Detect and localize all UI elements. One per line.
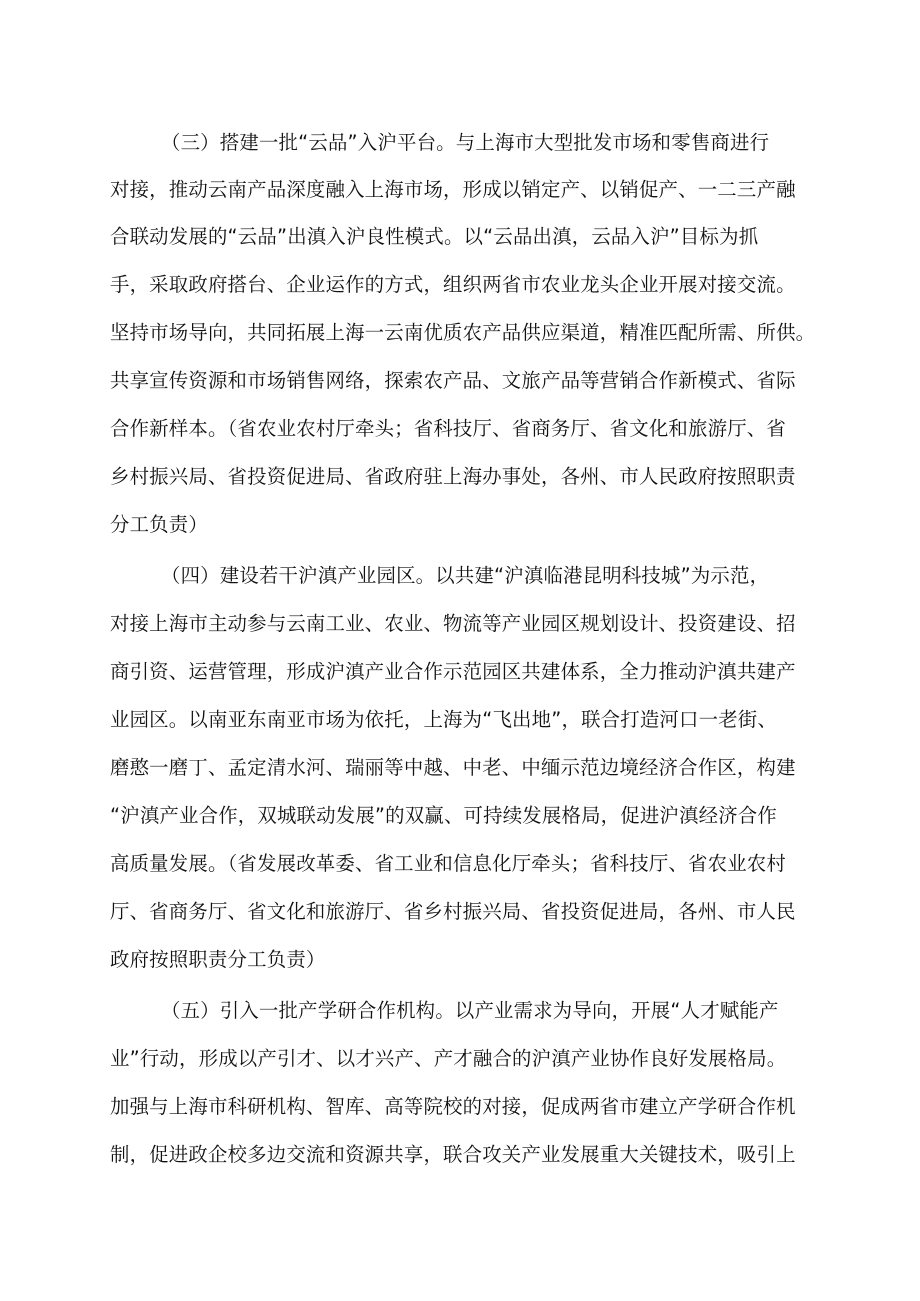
paragraph-5-line-3: 加强与上海市科研机构、智库、高等院校的对接，促成两省市建立产学研合作机	[110, 1095, 796, 1118]
paragraph-4-line-6: “沪滇产业合作，双城联动发展”的双赢、可持续发展格局，促进沪滇经济合作	[110, 804, 777, 827]
paragraph-3-line-2: 对接，推动云南产品深度融入上海市场，形成以销定产、以销促产、一二三产融	[110, 178, 796, 201]
paragraph-3-line-1: （三）搭建一批“云品”入沪平台。与上海市大型批发市场和零售商进行	[161, 131, 770, 154]
paragraph-4-line-4: 业园区。以南亚东南亚市场为依托，上海为“飞出地”，联合打造河口一老街、	[110, 708, 777, 731]
paragraph-5-line-2: 业”行动，形成以产引才、以才兴产、产才融合的沪滇产业协作良好发展格局。	[110, 1047, 787, 1070]
paragraph-5-line-4: 制，促进政企校多边交流和资源共享，联合攻关产业发展重大关键技术，吸引上	[110, 1143, 796, 1166]
paragraph-3-line-5: 坚持市场导向，共同拓展上海一云南优质农产品供应渠道，精准匹配所需、所供。	[110, 321, 816, 344]
paragraph-4-line-9: 政府按照职责分工负责）	[110, 948, 326, 971]
paragraph-4-line-2: 对接上海市主动参与云南工业、农业、物流等产业园区规划设计、投资建设、招	[110, 612, 796, 635]
paragraph-4-line-8: 厅、省商务厅、省文化和旅游厅、省乡村振兴局、省投资促进局，各州、市人民	[110, 900, 796, 923]
paragraph-3-line-4: 手，采取政府搭台、企业运作的方式，组织两省市农业龙头企业开展对接交流。	[110, 273, 796, 296]
paragraph-3-line-9: 分工负责）	[110, 513, 208, 536]
paragraph-3-line-6: 共享宣传资源和市场销售网络，探索农产品、文旅产品等营销合作新模式、省际	[110, 369, 796, 392]
paragraph-3-line-8: 乡村振兴局、省投资促进局、省政府驻上海办事处，各州、市人民政府按照职责	[110, 465, 796, 488]
paragraph-4-line-5: 磨憨一磨丁、孟定清水河、瑞丽等中越、中老、中缅示范边境经济合作区，构建	[110, 756, 796, 779]
paragraph-4-line-7: 高质量发展。（省发展改革委、省工业和信息化厅牵头；省科技厅、省农业农村	[110, 852, 786, 875]
paragraph-5-line-1: （五）引入一批产学研合作机构。以产业需求为导向，开展“人才赋能产	[161, 999, 779, 1022]
paragraph-4-line-1: （四）建设若干沪滇产业园区。以共建“沪滇临港昆明科技城”为示范，	[161, 564, 770, 587]
paragraph-3-line-3: 合联动发展的“云品”出滇入沪良性模式。以“云品出滇，云品入沪”目标为抓	[110, 225, 759, 248]
paragraph-3-line-7: 合作新样本。（省农业农村厅牵头；省科技厅、省商务厅、省文化和旅游厅、省	[110, 417, 786, 440]
paragraph-4-line-3: 商引资、运营管理，形成沪滇产业合作示范园区共建体系，全力推动沪滇共建产	[110, 660, 796, 683]
